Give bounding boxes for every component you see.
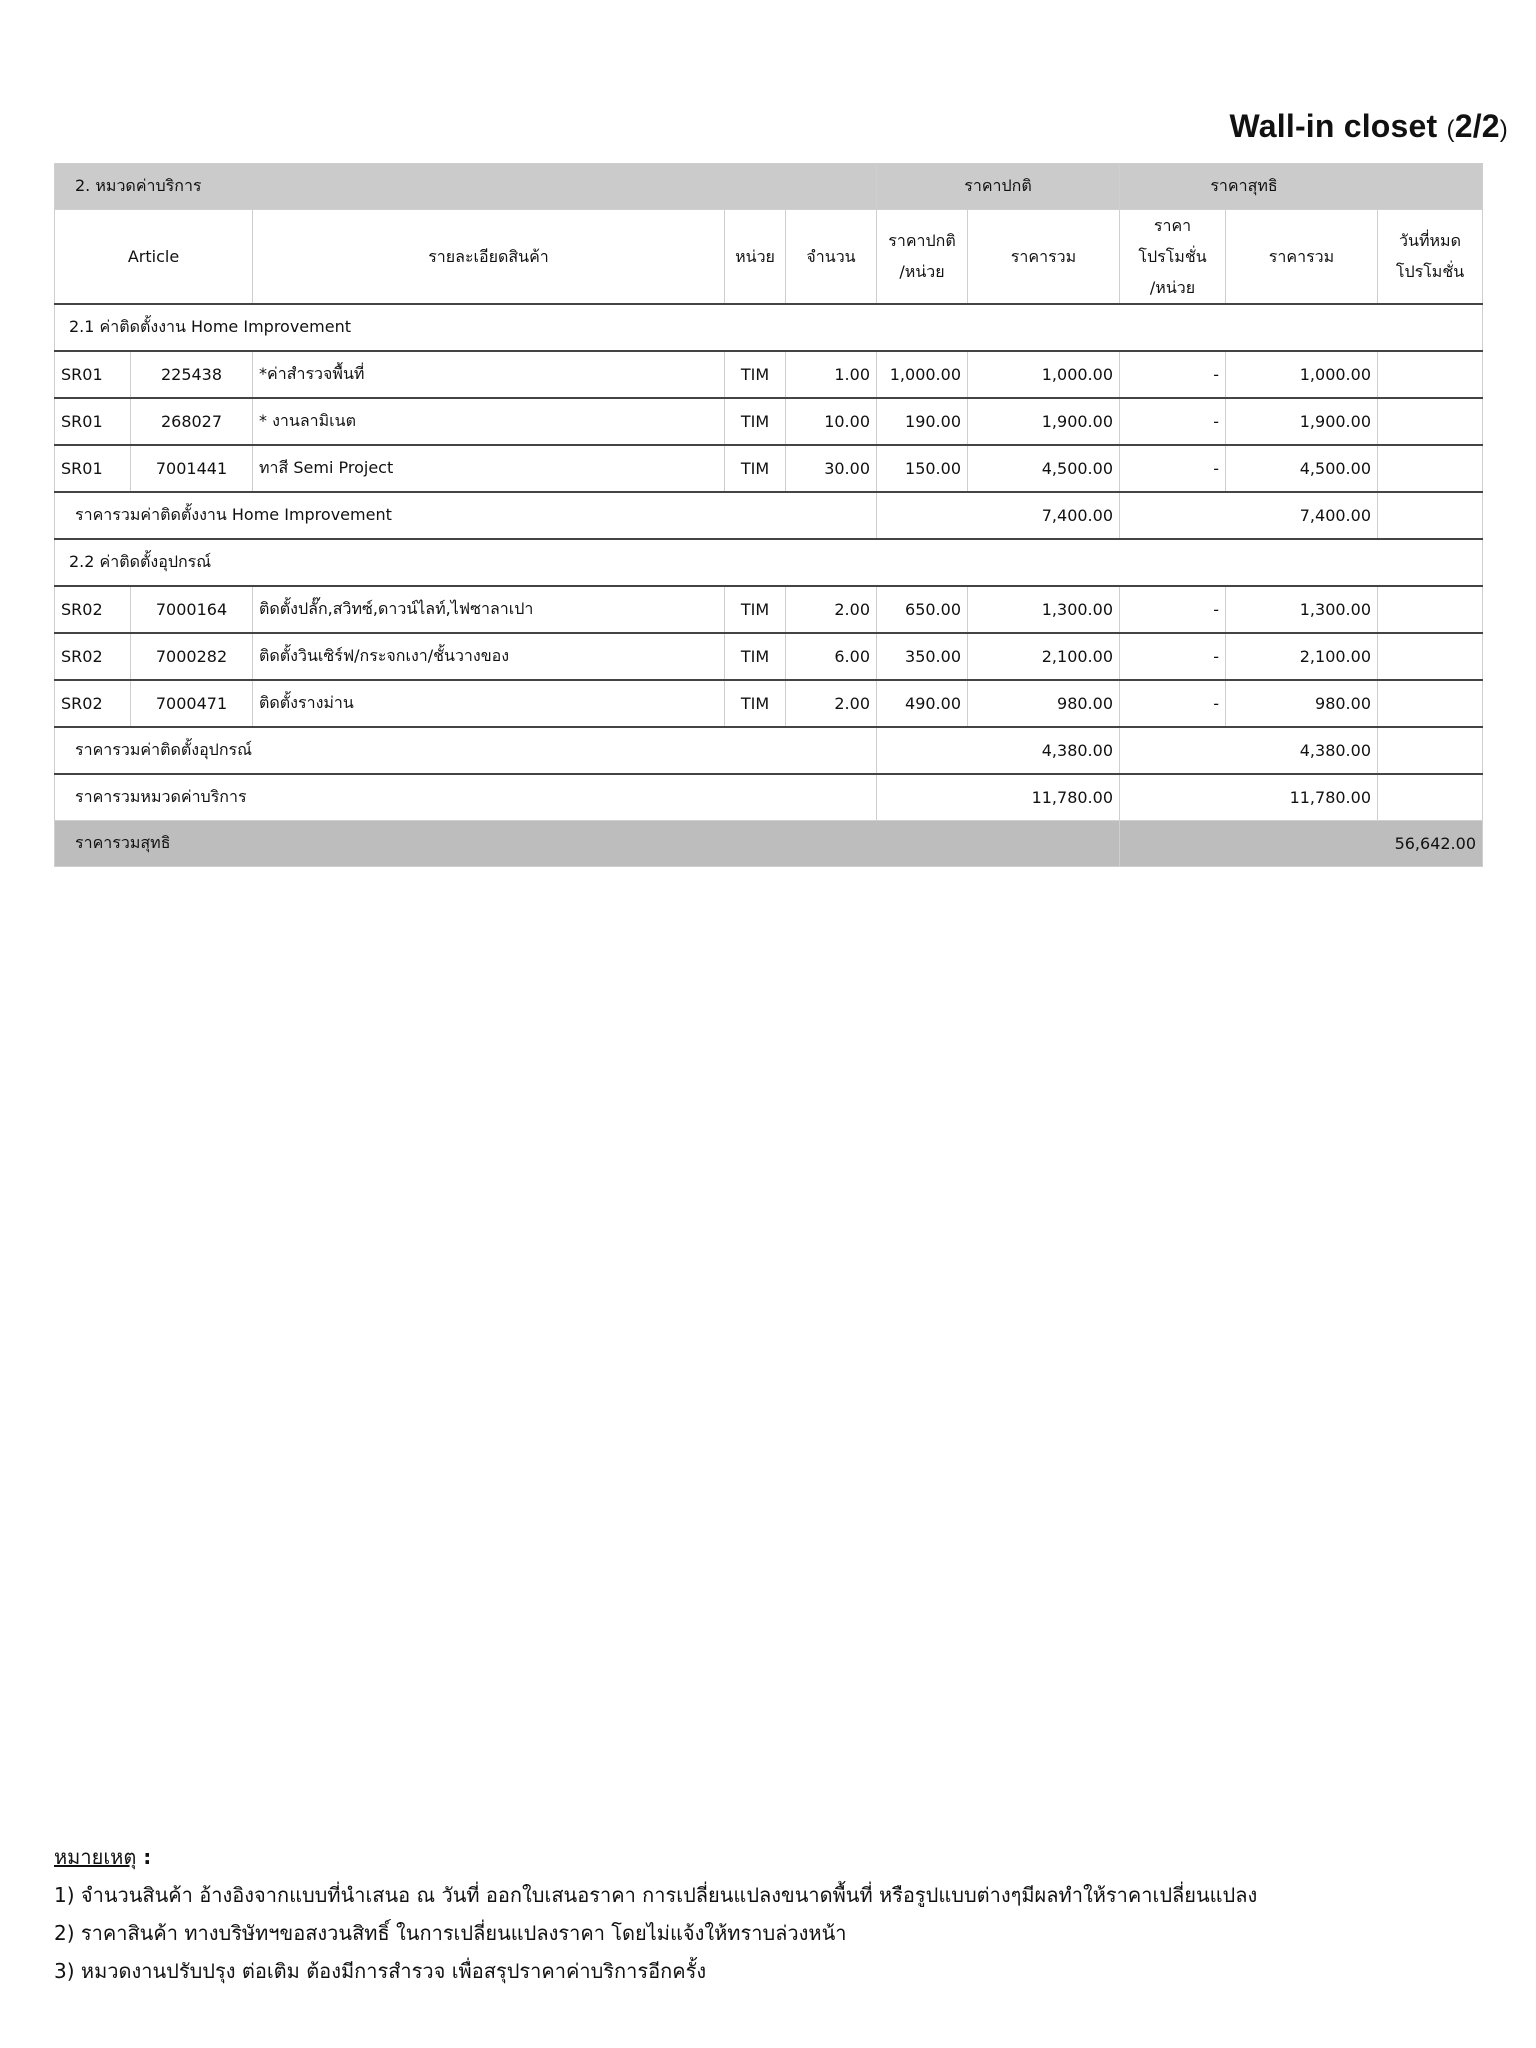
- row-description: ติดตั้งวินเซิร์ฟ/กระจกเงา/ชั้นวางของ: [253, 633, 725, 680]
- row-code: SR01: [55, 398, 131, 445]
- row-qty: 30.00: [786, 445, 877, 492]
- note-item: 1) จำนวนสินค้า อ้างอิงจากแบบที่นำเสนอ ณ วันที่ ออกใบเสนอราคา การเปลี่ยนแปลงขนาดพื้นที่ หรือรูปแบบต่างๆมีผลทำให้ราคาเปลี่ยนแปลง: [54, 1883, 1258, 1907]
- row-qty: 1.00: [786, 351, 877, 398]
- grand-total-row: [55, 820, 1483, 866]
- row-article: 225438: [131, 351, 253, 398]
- row-promo: -: [1120, 586, 1226, 633]
- service-total-row: [55, 774, 1483, 821]
- col-promo-end: วันที่หมด โปรโมชั่น: [1378, 209, 1483, 304]
- row-unit-price: 650.00: [877, 586, 968, 633]
- row-code: SR02: [55, 680, 131, 727]
- row-code: SR02: [55, 633, 131, 680]
- row-qty: 2.00: [786, 680, 877, 727]
- row-total: 4,500.00: [968, 445, 1120, 492]
- row-description: *ค่าสำรวจพื้นที่: [253, 351, 725, 398]
- row-code: SR01: [55, 351, 131, 398]
- col-promo-unit-price: ราคา โปรโมชั่น /หน่วย: [1120, 209, 1226, 304]
- grand-total-label: ราคารวมสุทธิ: [55, 820, 1120, 866]
- table-row: [55, 445, 1483, 492]
- row-total: 980.00: [968, 680, 1120, 727]
- col-description: รายละเอียดสินค้า: [253, 209, 725, 304]
- row-promo: -: [1120, 398, 1226, 445]
- quotation-table: [54, 163, 1483, 867]
- row-qty: 10.00: [786, 398, 877, 445]
- subtotal-row: [55, 492, 1483, 539]
- row-promo-end: [1378, 680, 1483, 727]
- row-unit-price: 490.00: [877, 680, 968, 727]
- row-net: 1,300.00: [1226, 586, 1378, 633]
- row-unit: TIM: [725, 633, 786, 680]
- row-description: ติดตั้งรางม่าน: [253, 680, 725, 727]
- table-row: [55, 398, 1483, 445]
- col-net-total: ราคารวม: [1226, 209, 1378, 304]
- row-promo-end: [1378, 586, 1483, 633]
- row-article: 7001441: [131, 445, 253, 492]
- row-net: 980.00: [1226, 680, 1378, 727]
- row-qty: 6.00: [786, 633, 877, 680]
- note-item: 2) ราคาสินค้า ทางบริษัทฯขอสงวนสิทธิ์ ในการเปลี่ยนแปลงราคา โดยไม่แจ้งให้ทราบล่วงหน้า: [54, 1921, 847, 1945]
- row-unit: TIM: [725, 586, 786, 633]
- row-unit: TIM: [725, 445, 786, 492]
- service-total-label: ราคารวมหมวดค่าบริการ: [55, 774, 877, 821]
- row-article: 7000282: [131, 633, 253, 680]
- row-promo: -: [1120, 351, 1226, 398]
- row-net: 1,900.00: [1226, 398, 1378, 445]
- service-total-net: 11,780.00: [1120, 774, 1378, 821]
- row-net: 1,000.00: [1226, 351, 1378, 398]
- row-unit-price: 150.00: [877, 445, 968, 492]
- row-promo-end: [1378, 633, 1483, 680]
- grand-total-value: 56,642.00: [1120, 820, 1483, 866]
- net-price-header: ราคาสุทธิ: [1120, 163, 1483, 209]
- subtotal-net: 4,380.00: [1120, 727, 1378, 774]
- column-header-row: [55, 209, 1483, 304]
- row-qty: 2.00: [786, 586, 877, 633]
- table-row: [55, 586, 1483, 633]
- col-unit: หน่วย: [725, 209, 786, 304]
- row-promo-end: [1378, 351, 1483, 398]
- normal-price-header: ราคาปกติ: [877, 163, 1120, 209]
- notes-heading: หมายเหตุ :: [54, 1845, 152, 1869]
- notes: [54, 1838, 1257, 1990]
- col-article: Article: [55, 209, 253, 304]
- row-unit-price: 190.00: [877, 398, 968, 445]
- table-row: [55, 351, 1483, 398]
- row-promo-end: [1378, 445, 1483, 492]
- row-unit: TIM: [725, 351, 786, 398]
- note-item: 3) หมวดงานปรับปรุง ต่อเติม ต้องมีการสำรวจ เพื่อสรุปราคาค่าบริการอีกครั้ง: [54, 1959, 707, 1983]
- row-description: * งานลามิเนต: [253, 398, 725, 445]
- row-article: 7000471: [131, 680, 253, 727]
- row-code: SR02: [55, 586, 131, 633]
- subtotal-row: [55, 727, 1483, 774]
- row-total: 2,100.00: [968, 633, 1120, 680]
- service-total-normal: 11,780.00: [877, 774, 1120, 821]
- col-normal-total: ราคารวม: [968, 209, 1120, 304]
- table-row: [55, 680, 1483, 727]
- row-code: SR01: [55, 445, 131, 492]
- header-band: [55, 163, 1483, 209]
- col-qty: จำนวน: [786, 209, 877, 304]
- row-unit-price: 350.00: [877, 633, 968, 680]
- subtotal-net: 7,400.00: [1120, 492, 1378, 539]
- row-total: 1,900.00: [968, 398, 1120, 445]
- subtotal-label: ราคารวมค่าติดตั้งงาน Home Improvement: [55, 492, 877, 539]
- col-normal-unit-price: ราคาปกติ /หน่วย: [877, 209, 968, 304]
- row-article: 268027: [131, 398, 253, 445]
- row-total: 1,300.00: [968, 586, 1120, 633]
- row-promo: -: [1120, 633, 1226, 680]
- row-unit-price: 1,000.00: [877, 351, 968, 398]
- row-description: ติดตั้งปลั๊ก,สวิทซ์,ดาวน์ไลท์,ไฟซาลาเปา: [253, 586, 725, 633]
- row-net: 2,100.00: [1226, 633, 1378, 680]
- section-header: 2. หมวดค่าบริการ: [55, 163, 877, 209]
- row-promo: -: [1120, 445, 1226, 492]
- row-unit: TIM: [725, 680, 786, 727]
- row-promo-end: [1378, 398, 1483, 445]
- row-net: 4,500.00: [1226, 445, 1378, 492]
- subtotal-normal: 7,400.00: [877, 492, 1120, 539]
- section-title: 2.1 ค่าติดตั้งงาน Home Improvement: [55, 304, 1483, 351]
- section-title-row: [55, 539, 1483, 586]
- row-promo: -: [1120, 680, 1226, 727]
- table-row: [55, 633, 1483, 680]
- page-title: Wall-in closet (2/2): [1229, 108, 1508, 144]
- row-article: 7000164: [131, 586, 253, 633]
- row-unit: TIM: [725, 398, 786, 445]
- row-total: 1,000.00: [968, 351, 1120, 398]
- subtotal-normal: 4,380.00: [877, 727, 1120, 774]
- subtotal-label: ราคารวมค่าติดตั้งอุปกรณ์: [55, 727, 877, 774]
- section-title: 2.2 ค่าติดตั้งอุปกรณ์: [55, 539, 1483, 586]
- row-description: ทาสี Semi Project: [253, 445, 725, 492]
- section-title-row: [55, 304, 1483, 351]
